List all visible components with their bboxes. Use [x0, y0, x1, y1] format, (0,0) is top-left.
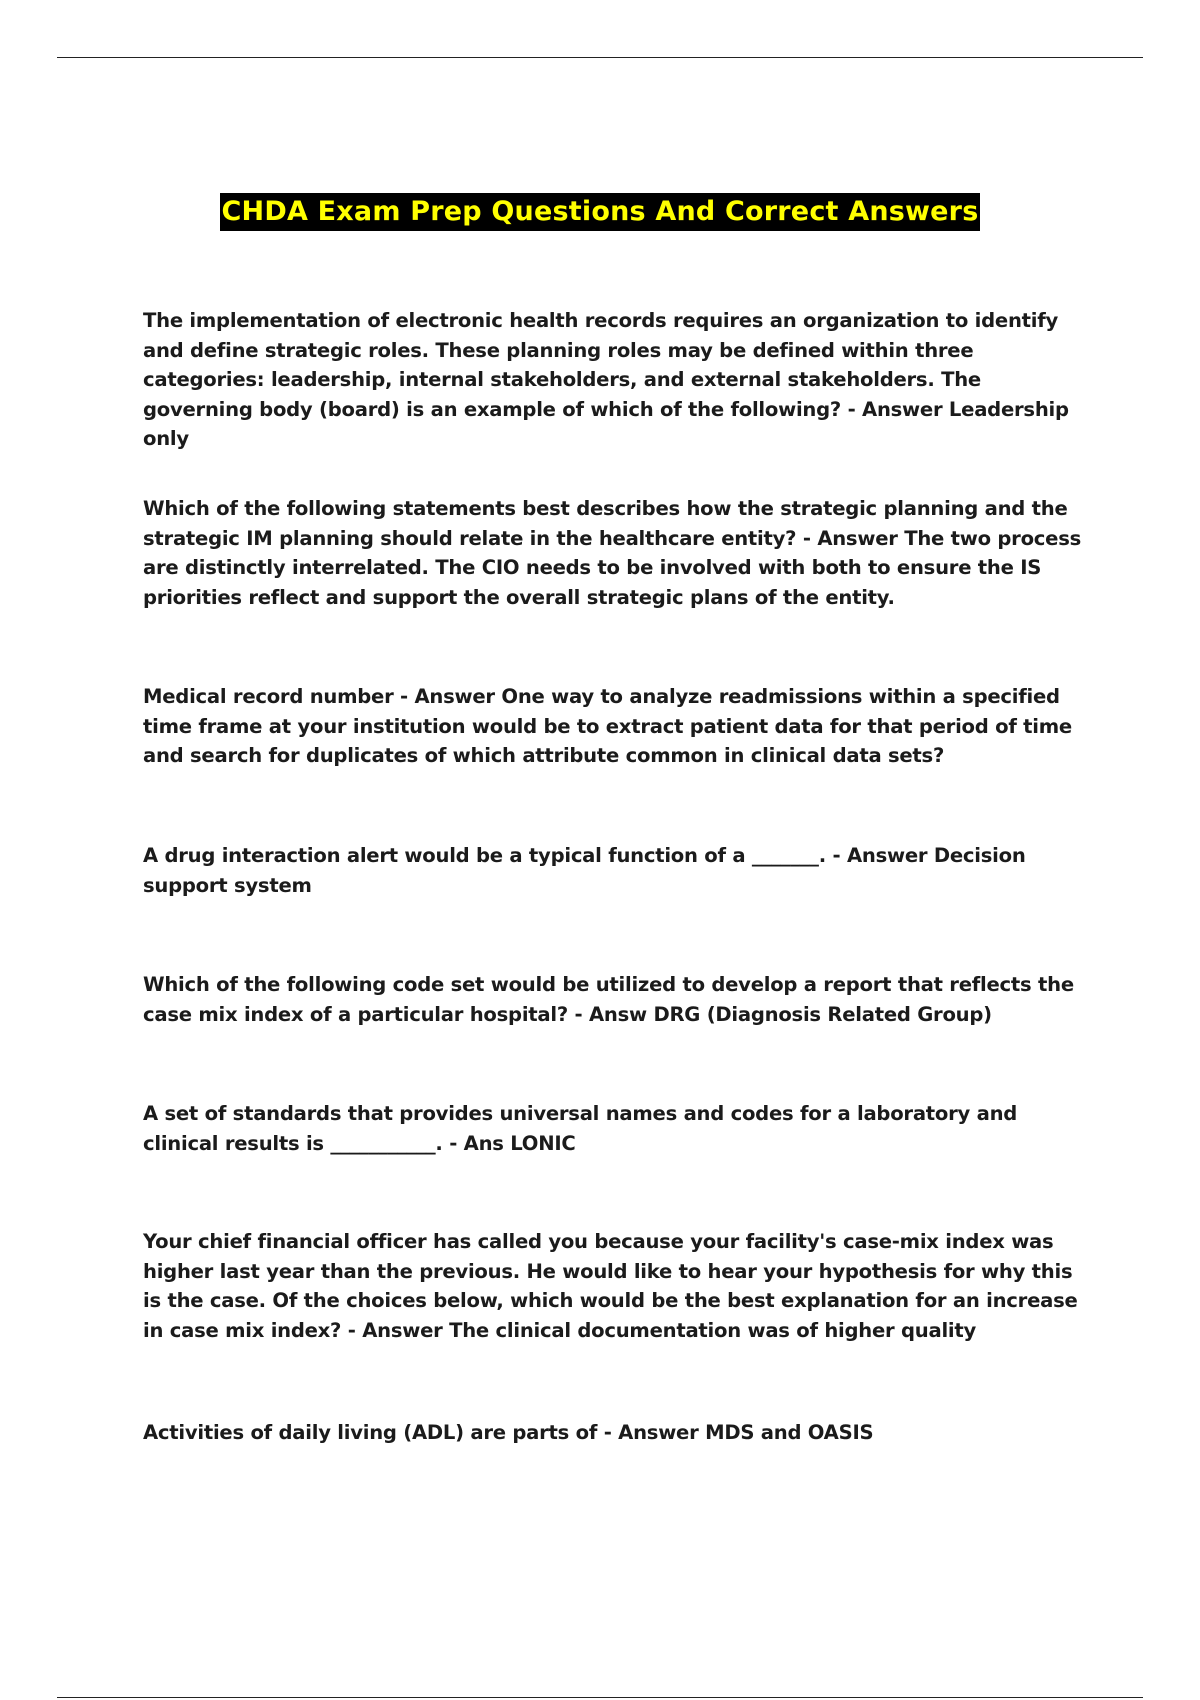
qa-item-3 [143, 682, 1093, 771]
qa-separator: - [597, 1421, 619, 1444]
question-text: A drug interaction alert would be a typical function of a _______. [143, 844, 826, 867]
question-text: The implementation of electronic health records requires an organization to identify and define strategic roles. These planning roles may be defined within three categories: leadership, internal stakeholders, and external stakeholders. The governing body (board) is an example of which of the following? [143, 309, 1059, 421]
question-text: A set of standards that provides universal names and codes for a laboratory and clinical results is ___________. [143, 1102, 1018, 1155]
qa-separator: - [825, 844, 847, 867]
qa-separator: - [796, 526, 818, 550]
qa-separator: - [841, 397, 863, 421]
answer-text: Answer One way to analyze readmissions within a specified time frame at your institution would be to extract patient data for that period of time and search for duplicates of which attribute common in clinical data sets? [143, 685, 1072, 768]
question-text: Which of the following code set would be utilized to develop a report that reflects the case mix index of a particular hospital? [143, 973, 1074, 1026]
answer-text: Ans LONIC [463, 1131, 576, 1155]
qa-item-6 [143, 1099, 1093, 1158]
answer-text: Answer The two process are distinctly interrelated. The CIO needs to be involved with both to ensure the IS priorities reflect and support the overall strategic plans of the entity. [143, 526, 1082, 609]
qa-item-4 [143, 841, 1093, 900]
qa-item-7 [143, 1227, 1093, 1345]
document-title: CHDA Exam Prep Questions And Correct Answers [220, 193, 981, 231]
question-text: Medical record number [143, 685, 394, 708]
qa-item-5 [143, 970, 1093, 1029]
page-top-rule [57, 57, 1143, 58]
qa-separator: - [393, 685, 415, 708]
question-text: Activities of daily living (ADL) are parts of [143, 1421, 598, 1444]
title-container [0, 193, 1200, 231]
answer-text: Answer Leadership only [143, 397, 1069, 451]
answer-text: Answer Decision support system [143, 844, 1026, 897]
page-bottom-rule [57, 1697, 1143, 1698]
answer-text: Answer The clinical documentation was of higher quality [362, 1318, 977, 1342]
answer-text: Answer MDS and OASIS [618, 1421, 874, 1444]
qa-separator: - [442, 1131, 464, 1155]
qa-separator: - [567, 1002, 589, 1026]
question-text: Your chief financial officer has called you because your facility's case-mix index was higher last year than the previous. He would like to hear your hypothesis for why this is the case. Of the choices below, which would be the best explanation for an increase in case mix index? [143, 1230, 1078, 1342]
qa-item-8 [143, 1418, 1093, 1448]
answer-text: Answ DRG (Diagnosis Related Group) [589, 1002, 992, 1026]
qa-item-2 [143, 494, 1093, 612]
qa-separator: - [341, 1318, 363, 1342]
qa-item-1 [143, 306, 1093, 454]
question-text: Which of the following statements best describes how the strategic planning and the strategic IM planning should relate in the healthcare entity? [143, 497, 1068, 550]
